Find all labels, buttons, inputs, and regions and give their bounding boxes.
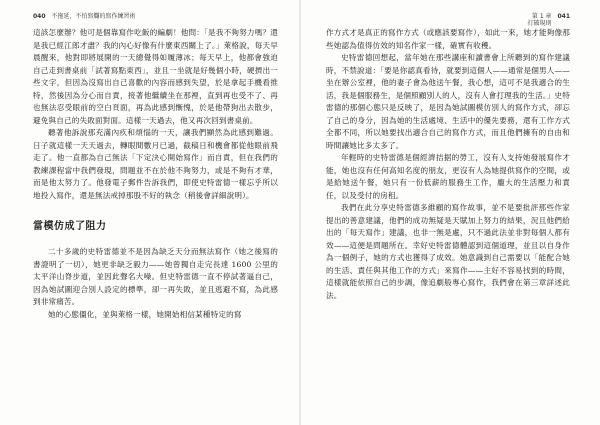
chapter-label: 第 1 章 (531, 13, 552, 20)
left-page-number: 040 (33, 13, 46, 20)
left-paragraph-3: 二十多歲的史特雷德並不是因為缺乏天分而無法寫作（她之後寫的書證明了一切），她更非缺乏毅力——她曾獨自走完長達 1600 公里的太平洋山脊步道，並因此聲名大噪。但史特雷德一直不停試著逼自己，因為她試圖迎合別人設定的標準，卻一再失敗，並且逃避不寫，為此感到非常痛苦。 (33, 247, 278, 306)
right-paragraph-1: 作方式才是真正的寫作方式（或應該要寫作），如此一來，她才能夠像那些她認為值得仿效的知名作家一樣，確實有收穫。 (326, 28, 570, 50)
right-running-head (326, 13, 570, 27)
right-page-number: 041 (557, 13, 570, 20)
left-running-head (33, 13, 278, 27)
section-title: 當模仿成了阻力 (33, 221, 107, 232)
right-paragraph-4: 我們在此分享史特雷德多維顧的寫作故事，並不是要批評那些作家提出的善意建議，他們的成功無疑是天賦加上努力的結果，況且他們給出的「每天寫作」建議，也非一無是處，只不過此法並非對每個人都有效——這便是問題所在。幸好史特雷德體認到這個道理，並且以自身作為一個例子，她的方式也獲得了成效。她意識到自己需要以「能配合她的生活、責任與其他工作的方式」來寫作——主好不容易找到的時間，這樣就能依照自己的步調，像追劇般專心寫作，我們會在第三章詳述此法。 (326, 203, 570, 300)
right-page (300, 0, 600, 425)
left-paragraph-2: 聽著他訴說那充滿內疚和煩惱的一天，讓我們顯然為此感到難過。日子就這樣一天天過去，轉眼間數月已過，截稿日和機會都從他眼前飛走了。他一直都為自己無法「下定決心開始寫作」而自責，但在我們的教練課程當中我們發現，問題並不在於他不夠努力，或是不夠有才華，而是他太努力了。他發電子郵件告訴我們，即使史特雷德一樣忘乎所以地投入寫作，還是無法戒掉那股不好的執念（稍後會詳細說明）。 (33, 128, 278, 200)
chapter-title: 打破規則 (527, 20, 552, 27)
left-paragraph-4: 她的心態僵化，並與萊格一樣，她開始相信某種特定的寫 (48, 309, 242, 319)
chapter-heading (528, 13, 552, 27)
left-paragraph-1: 這該怎麼辦？他可是個靠寫作吃飯的編劇！他問：「是我不夠努力嗎？還是我已經江郎才盡？我的內心好像有什麼東西關上了。」萊格說，每天早晨醒來，他對即將展開的一天總覺得如履薄冰；每天早上，他都會強迫自己走到書桌前「試著寫點東西」，並且一坐就是好幾個小時，硬擠出一些文字，但因為沒寫出自己喜歡的內容而感到失望，於是拿起手機看推特，然後因為分心而自責，接著他繼續坐在那裡，直到再也受不了、再也無法忍受眼前的空白頁面，再為此感到慚愧，於是他帶狗出去散步，避免與自己的失敗面對面。這樣一天過去，他又再次回到書桌前。 (33, 28, 278, 125)
left-running-title: 不拖延，不怕寫爛的寫作練習術 (51, 13, 136, 20)
right-paragraph-2: 史特雷德回想起，當年她在那些講座和讀書會上所聽到的寫作建議時，不禁說道：「要是你認真看待，就要到這個人——通常是個男人——坐在辦公室裡，他的妻子會為他送午餐，我心想，這可不是我適合的生活，我是個服務生，是個照顧別人的人，沒有人會打理我的生活。」史特雷德的那個心態只是反映了，是因為她試圖模仿別人的寫作方式，卻忘了自己的身分，因為她的生活處境、生活中的優先要務，還有工作方式全都不同，所以她要找出適合自己的寫作方式，而且他們擁有的自由和時間讓她比多太多了。 (326, 53, 570, 150)
right-paragraph-3: 年輕時的史特雷德是個經濟拮据的勞工，沒有人支持她發展寫作才能，她也沒有任何高知名度的朋友，更沒有人為她提供寫作的空間，或是給她送午餐，她只有一份低薪的服務生工作，龐大的生活壓力和責任，以及受付的房租。 (326, 153, 570, 200)
